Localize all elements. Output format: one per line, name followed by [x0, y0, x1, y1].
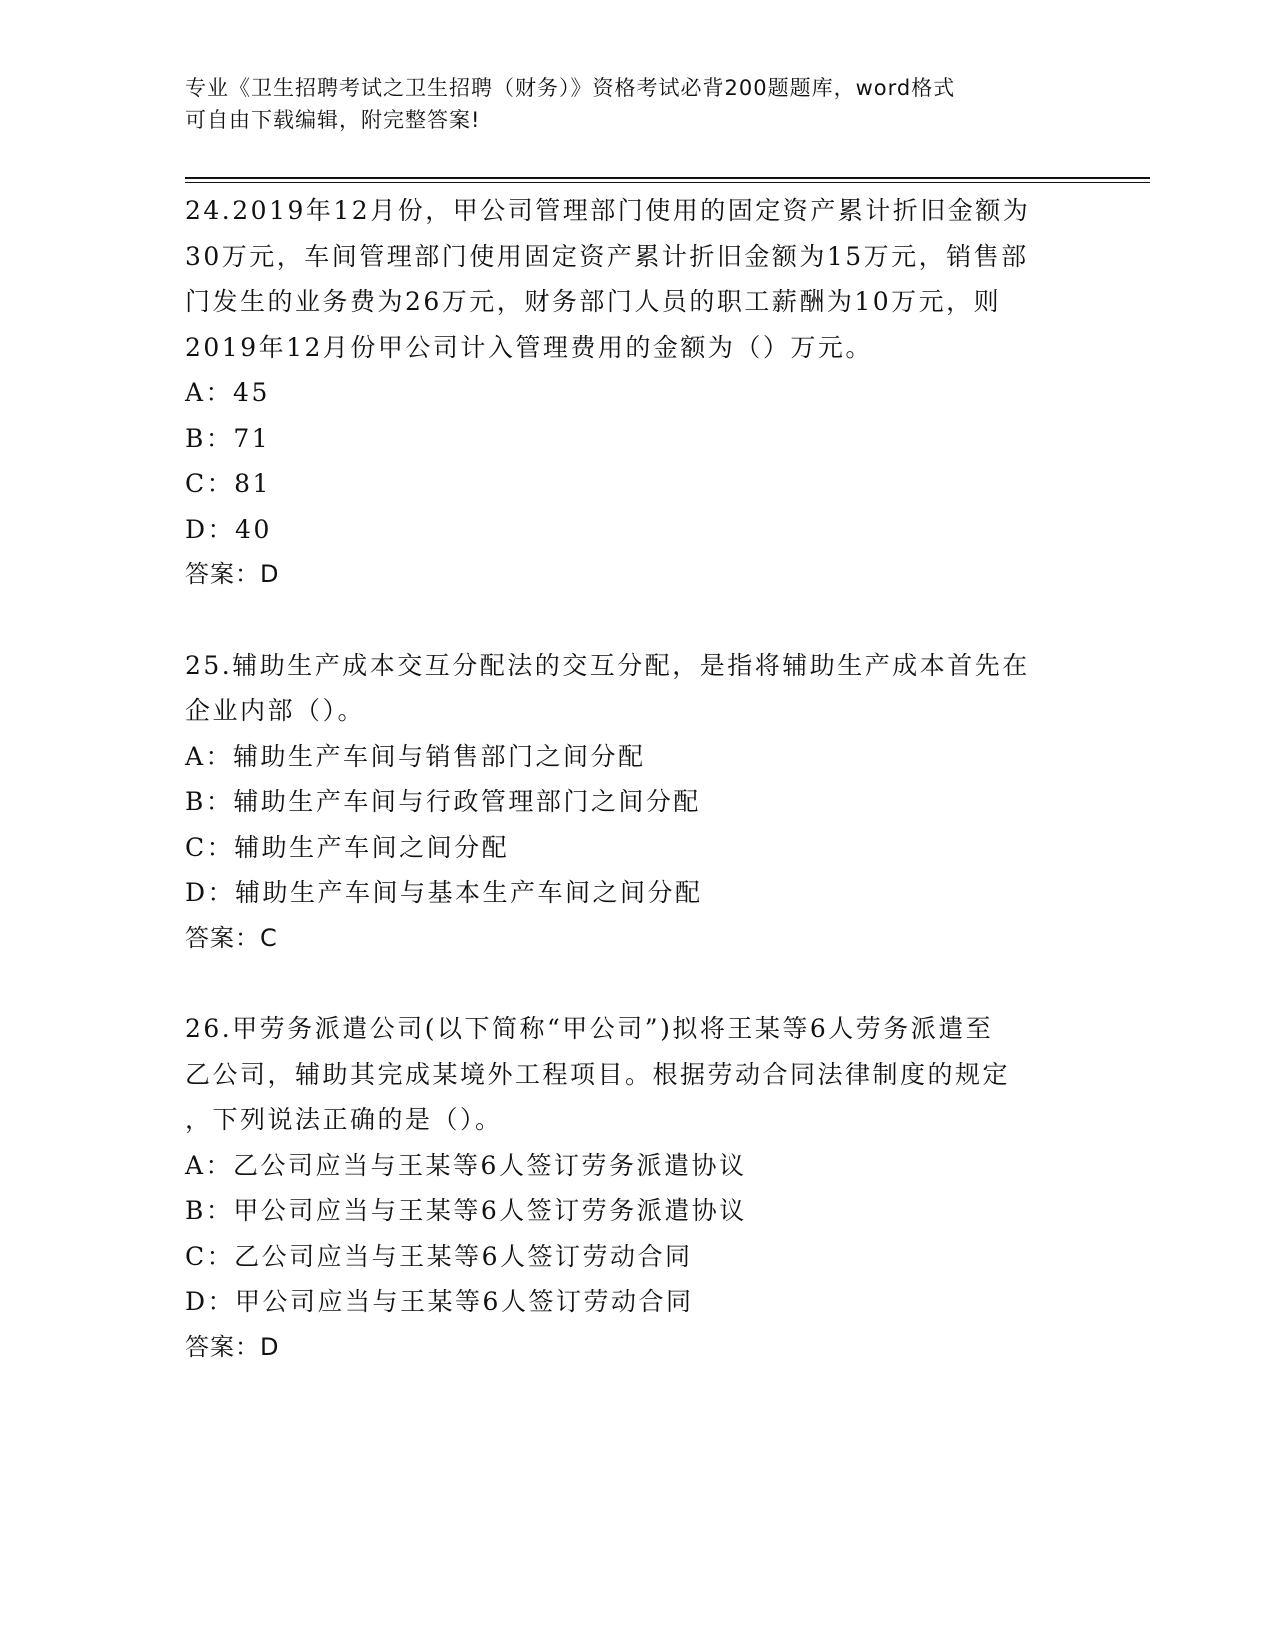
document-header: [185, 72, 1065, 136]
question-stem-line: 25.辅助生产成本交互分配法的交互分配，是指将辅助生产成本首先在: [185, 650, 1030, 680]
answer: 答案：D: [185, 560, 280, 588]
question-stem-line: 乙公司，辅助其完成某境外工程项目。根据劳动合同法律制度的规定: [185, 1059, 1011, 1089]
option-d: D：40: [185, 514, 272, 544]
header-divider-thin: [185, 182, 1150, 183]
option-a: A：辅助生产车间与销售部门之间分配: [185, 741, 646, 771]
question-stem-line: ，下列说法正确的是（）。: [185, 1105, 503, 1134]
answer: 答案：D: [185, 1332, 280, 1361]
question-list: [185, 188, 1085, 1415]
question-24: [185, 188, 1085, 598]
option-d: D：甲公司应当与王某等6人签订劳动合同: [185, 1287, 694, 1316]
option-b: B：辅助生产车间与行政管理部门之间分配: [185, 787, 701, 816]
option-a: A：45: [185, 378, 270, 407]
option-d: D：辅助生产车间与基本生产车间之间分配: [185, 878, 703, 907]
question-stem-line: 30万元，车间管理部门使用固定资产累计折旧金额为15万元，销售部: [185, 241, 1029, 271]
question-26: [185, 1006, 1085, 1370]
question-stem-line: 26.甲劳务派遣公司(以下简称“甲公司”)拟将王某等6人劳务派遣至: [185, 1014, 994, 1043]
question-25: [185, 643, 1085, 962]
option-c: C：辅助生产车间之间分配: [185, 832, 510, 862]
header-line-2: 可自由下载编辑，附完整答案!: [185, 108, 481, 132]
question-stem-line: 门发生的业务费为26万元，财务部门人员的职工薪酬为10万元，则: [185, 287, 1002, 316]
option-c: C：乙公司应当与王某等6人签订劳动合同: [185, 1241, 693, 1271]
header-divider-thick: [185, 177, 1150, 179]
question-stem-line: 2019年12月份甲公司计入管理费用的金额为（）万元。: [185, 332, 873, 362]
option-a: A：乙公司应当与王某等6人签订劳务派遣协议: [185, 1150, 747, 1180]
question-stem-line: 24.2019年12月份，甲公司管理部门使用的固定资产累计折旧金额为: [185, 196, 1031, 225]
option-b: B：71: [185, 423, 271, 453]
header-line-1: 专业《卫生招聘考试之卫生招聘（财务）》资格考试必背200题题库，word格式: [185, 76, 956, 100]
answer: 答案：C: [185, 923, 278, 952]
question-stem-line: 企业内部（）。: [185, 696, 366, 725]
option-b: B：甲公司应当与王某等6人签订劳务派遣协议: [185, 1196, 747, 1225]
option-c: C：81: [185, 469, 271, 498]
